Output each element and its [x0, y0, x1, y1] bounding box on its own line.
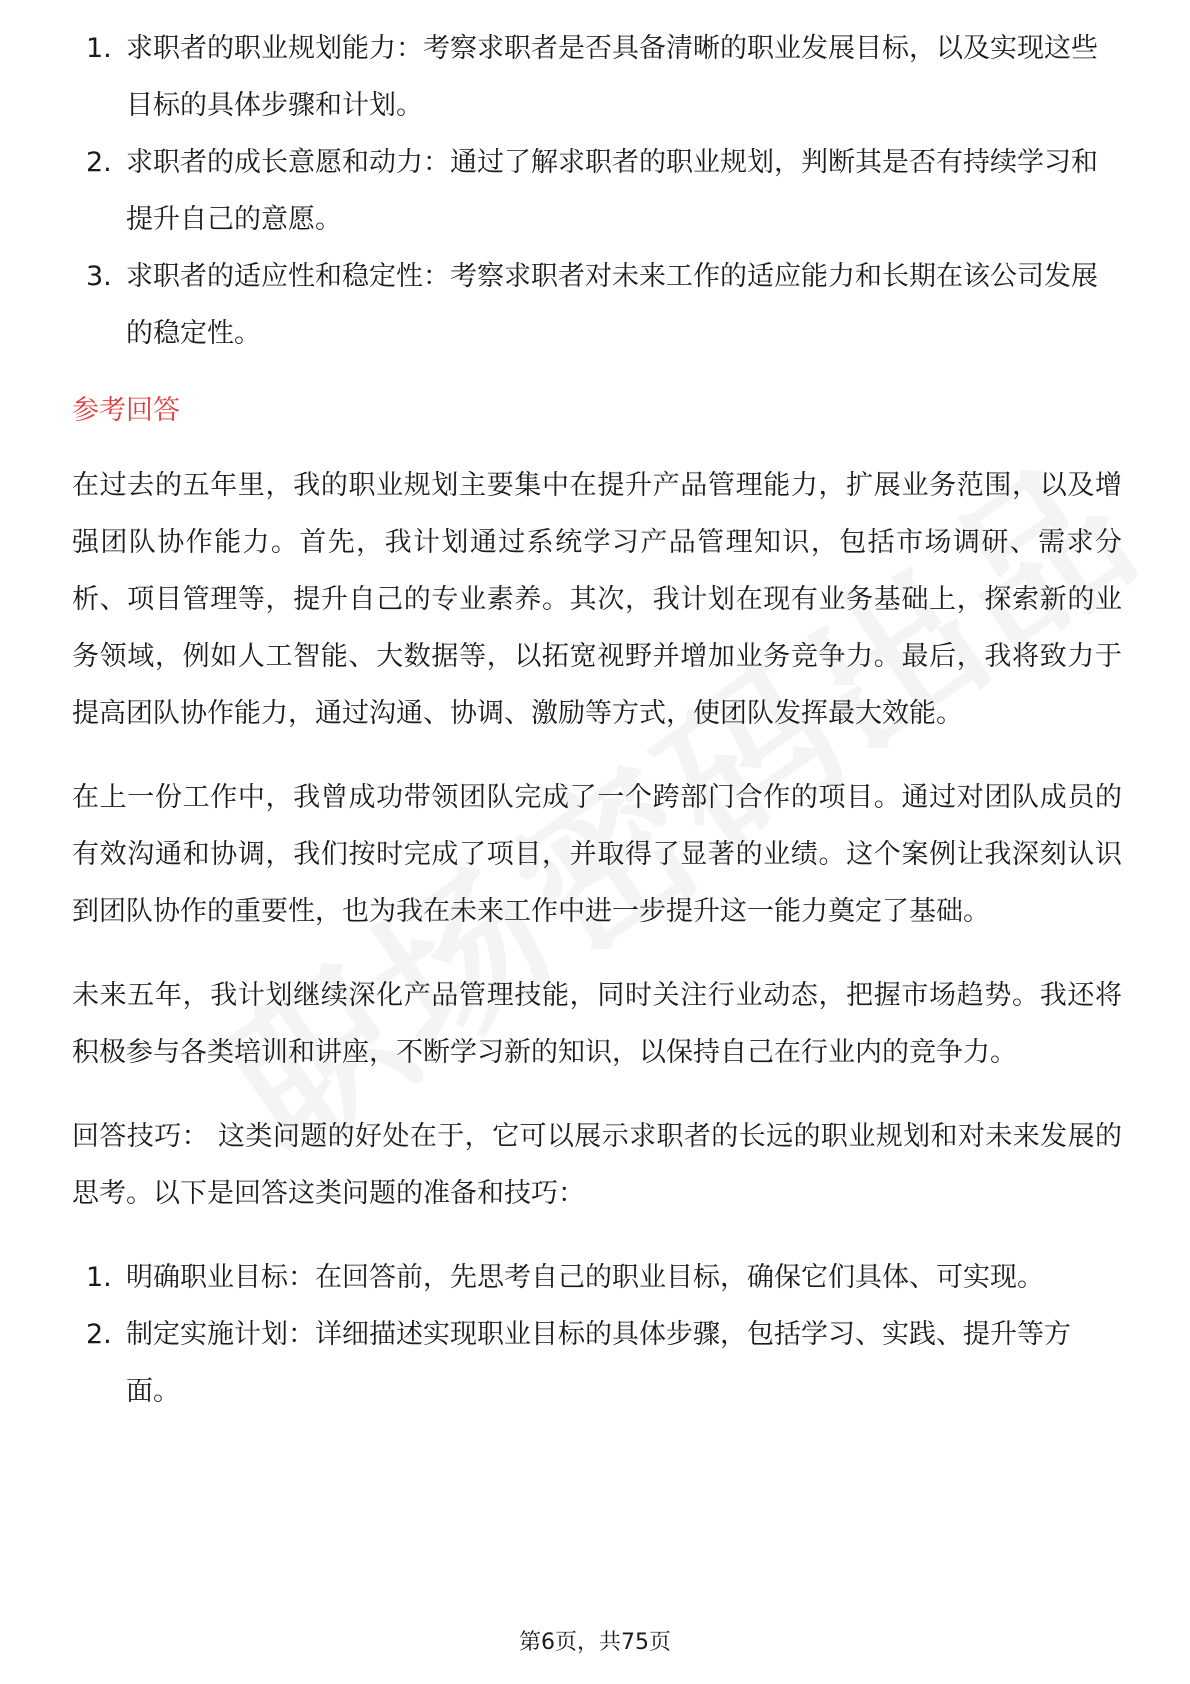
list-item: [72, 1249, 1122, 1306]
evaluation-points-list: [72, 20, 1122, 362]
page-footer: 第6页，共75页: [519, 1630, 671, 1655]
list-number: 1.: [86, 33, 112, 64]
content: [72, 20, 1122, 1420]
list-text: 求职者的成长意愿和动力：通过了解求职者的职业规划，判断其是否有持续学习和提升自己的意愿。: [126, 147, 1098, 235]
list-item: [72, 248, 1122, 362]
answer-paragraph: 未来五年，我计划继续深化产品管理技能，同时关注行业动态，把握市场趋势。我还将积极参与各类培训和讲座，不断学习新的知识，以保持自己在行业内的竞争力。: [72, 980, 1122, 1068]
list-number: 3.: [86, 261, 112, 292]
section-title: 参考回答: [72, 395, 180, 426]
list-number: 2.: [86, 147, 112, 178]
list-number: 2.: [86, 1319, 112, 1350]
tips-list: [72, 1249, 1122, 1420]
list-item: [72, 20, 1122, 134]
answer-paragraph: 在上一份工作中，我曾成功带领团队完成了一个跨部门合作的项目。通过对团队成员的有效沟通和协调，我们按时完成了项目，并取得了显著的业绩。这个案例让我深刻认识到团队协作的重要性，也为我在未来工作中进一步提升这一能力奠定了基础。: [72, 782, 1122, 927]
list-text: 制定实施计划：详细描述实现职业目标的具体步骤，包括学习、实践、提升等方面。: [126, 1319, 1071, 1407]
list-number: 1.: [86, 1262, 112, 1293]
answer-paragraph: 在过去的五年里，我的职业规划主要集中在提升产品管理能力，扩展业务范围，以及增强团队协作能力。首先，我计划通过系统学习产品管理知识，包括市场调研、需求分析、项目管理等，提升自己的专业素养。其次，我计划在现有业务基础上，探索新的业务领域，例如人工智能、大数据等，以拓宽视野并增加业务竞争力。最后，我将致力于提高团队协作能力，通过沟通、协调、激励等方式，使团队发挥最大效能。: [72, 470, 1122, 729]
list-item: [72, 1306, 1122, 1420]
list-text: 求职者的适应性和稳定性：考察求职者对未来工作的适应能力和长期在该公司发展的稳定性。: [126, 261, 1098, 349]
tips-intro-paragraph: 回答技巧： 这类问题的好处在于，它可以展示求职者的长远的职业规划和对未来发展的思考。以下是回答这类问题的准备和技巧：: [72, 1121, 1122, 1209]
list-item: [72, 134, 1122, 248]
list-text: 求职者的职业规划能力：考察求职者是否具备清晰的职业发展目标，以及实现这些目标的具体步骤和计划。: [126, 33, 1098, 121]
list-text: 明确职业目标：在回答前，先思考自己的职业目标，确保它们具体、可实现。: [126, 1262, 1044, 1293]
